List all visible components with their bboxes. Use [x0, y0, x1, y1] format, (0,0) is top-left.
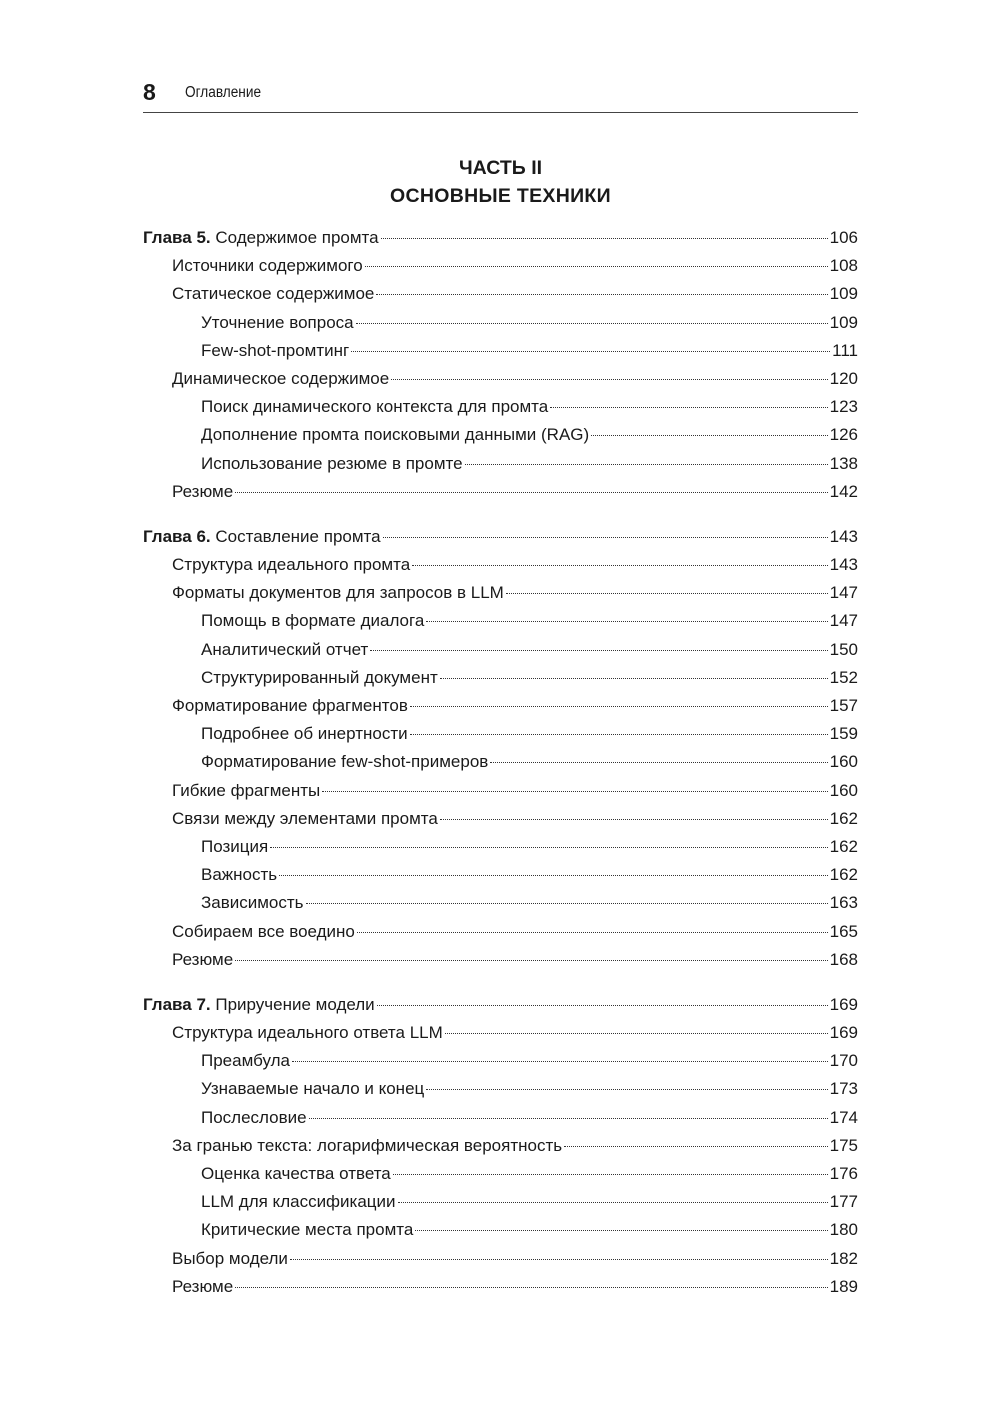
section-title-text: [172, 252, 363, 280]
toc-entry-section: [143, 1273, 858, 1301]
subsection-title: Позиция: [201, 836, 269, 856]
subsection-title: Критические места промта: [201, 1220, 414, 1240]
chapter-title: Содержимое промта: [215, 228, 379, 247]
section-title-text: [172, 280, 374, 308]
dot-leader: [465, 464, 828, 465]
dot-leader: [309, 1118, 828, 1119]
part-label: ЧАСТЬ II: [458, 157, 543, 179]
section-title-text: [172, 692, 408, 720]
subsection-title-text: [201, 720, 408, 748]
dot-leader: [550, 407, 827, 408]
dot-leader: [235, 960, 827, 961]
page-ref: 111: [832, 340, 858, 360]
subsection-title-text: [201, 1075, 424, 1103]
dot-leader: [440, 819, 828, 820]
subsection-title-text: [201, 889, 304, 917]
page-ref: 162: [829, 836, 858, 856]
section-title-text: [172, 1245, 288, 1273]
toc-entry-section: [143, 551, 858, 579]
toc-entry-section: [143, 777, 858, 805]
section-title-text: [172, 946, 233, 974]
chapter-label: Глава 6.: [143, 526, 211, 546]
subsection-title: Зависимость: [201, 893, 304, 913]
toc-entry-section: [143, 692, 858, 720]
subsection-title: Узнаваемые начало и конец: [201, 1079, 425, 1099]
page-ref: 109: [829, 284, 858, 304]
page-ref: 163: [829, 893, 858, 913]
dot-leader: [290, 1259, 828, 1260]
subsection-title-text: [201, 748, 488, 776]
page-ref: 165: [829, 921, 858, 941]
page-ref: 180: [829, 1220, 858, 1240]
page-ref: 160: [829, 752, 858, 772]
section-title: Резюме: [172, 949, 234, 969]
section-title-text: [172, 365, 389, 393]
toc-entry-subsection: [143, 861, 858, 889]
subsection-title-text: [201, 393, 548, 421]
page-ref: 109: [829, 312, 858, 332]
page-ref: 160: [829, 780, 858, 800]
page-ref: 143: [829, 555, 858, 575]
dot-leader: [365, 266, 828, 267]
dot-leader: [376, 294, 827, 295]
toc-entry-section: [143, 918, 858, 946]
toc-entry-subsection: [143, 889, 858, 917]
toc-entry-section: [143, 805, 858, 833]
dot-leader: [445, 1033, 828, 1034]
page-number: 8: [143, 79, 156, 105]
toc-entry-subsection: [143, 309, 858, 337]
subsection-title-text: [201, 607, 424, 635]
toc-entry-subsection: [143, 833, 858, 861]
toc-entry-subsection: [143, 664, 858, 692]
dot-leader: [270, 847, 827, 848]
section-title-text: [172, 579, 504, 607]
page-ref: 143: [829, 526, 858, 546]
subsection-title-text: [201, 1104, 307, 1132]
page-ref: 189: [829, 1276, 858, 1296]
dot-leader: [506, 593, 828, 594]
toc-entry-subsection: [143, 636, 858, 664]
page-ref: 173: [829, 1079, 858, 1099]
toc-entry-subsection: [143, 1188, 858, 1216]
toc-entry-subsection: [143, 1160, 858, 1188]
page-ref: 150: [829, 639, 858, 659]
dot-leader: [370, 650, 827, 651]
toc-entry-section: [143, 946, 858, 974]
subsection-title: Использование резюме в промте: [201, 453, 463, 473]
dot-leader: [356, 323, 828, 324]
dot-leader: [322, 791, 827, 792]
toc-entry-chapter: [143, 991, 858, 1019]
section-title: Резюме: [172, 481, 234, 501]
toc-entry-section: [143, 365, 858, 393]
table-of-contents: [143, 224, 858, 1301]
dot-leader: [351, 351, 830, 352]
section-title: Выбор модели: [172, 1248, 288, 1268]
section-title: Форматирование фрагментов: [172, 696, 408, 715]
page-ref: 147: [829, 583, 858, 603]
dot-leader: [426, 621, 827, 622]
page-ref: 123: [829, 397, 858, 417]
subsection-title-text: [201, 1160, 391, 1188]
part-title: ОСНОВНЫЕ ТЕХНИКИ: [390, 185, 611, 207]
page-ref: 106: [829, 228, 858, 247]
page-ref: 142: [829, 481, 858, 501]
page-ref: 182: [829, 1248, 858, 1268]
subsection-title: Few-shot-промтинг: [201, 340, 350, 360]
dot-leader: [426, 1089, 827, 1090]
section-title: Связи между элементами промта: [172, 808, 438, 828]
toc-entry-section: [143, 579, 858, 607]
dot-leader: [490, 762, 827, 763]
section-title-text: [172, 777, 320, 805]
page-ref: 108: [829, 256, 858, 276]
section-title: Собираем все воедино: [172, 921, 355, 941]
page-ref: 157: [829, 696, 858, 715]
dot-leader: [279, 875, 827, 876]
subsection-title-text: [201, 1047, 290, 1075]
dot-leader: [591, 435, 827, 436]
subsection-title: Помощь в формате диалога: [201, 611, 425, 631]
toc-entry-subsection: [143, 1216, 858, 1244]
dot-leader: [410, 734, 828, 735]
dot-leader: [410, 706, 828, 707]
section-title: Структура идеального промта: [172, 555, 411, 575]
toc-entry-subsection: [143, 1047, 858, 1075]
subsection-title: Форматирование few-shot-примеров: [201, 752, 489, 772]
section-title: Динамическое содержимое: [172, 368, 390, 388]
toc-entry-section: [143, 1245, 858, 1273]
subsection-title: Уточнение вопроса: [201, 312, 354, 332]
section-title: Гибкие фрагменты: [172, 780, 321, 800]
chapter-title: Составление промта: [215, 526, 381, 546]
subsection-title-text: [201, 309, 354, 337]
toc-entry-subsection: [143, 421, 858, 449]
dot-leader: [292, 1061, 828, 1062]
page-ref: 175: [829, 1135, 858, 1155]
section-title: Статическое содержимое: [172, 284, 375, 304]
toc-entry-subsection: [143, 450, 858, 478]
page-ref: 147: [829, 611, 858, 631]
dot-leader: [412, 565, 827, 566]
chapter-label: Глава 7.: [143, 994, 211, 1014]
page-ref: 126: [829, 425, 858, 445]
subsection-title: Важность: [201, 865, 278, 885]
toc-entry-chapter: [143, 523, 858, 551]
subsection-title-text: [201, 861, 277, 889]
subsection-title: Послесловие: [201, 1107, 307, 1127]
toc-entry-subsection: [143, 337, 858, 365]
dot-leader: [306, 903, 828, 904]
dot-leader: [440, 678, 828, 679]
dot-leader: [564, 1146, 828, 1147]
section-title-text: [172, 918, 355, 946]
subsection-title: Аналитический отчет: [201, 639, 369, 659]
toc-entry-subsection: [143, 1104, 858, 1132]
dot-leader: [235, 1287, 827, 1288]
section-title-text: [172, 551, 410, 579]
dot-leader: [381, 238, 828, 239]
subsection-title-text: [201, 833, 268, 861]
section-title-text: [172, 478, 233, 506]
dot-leader: [377, 1005, 828, 1006]
subsection-title-text: [201, 1188, 396, 1216]
toc-entry-subsection: [143, 393, 858, 421]
chapter-label: Глава 5.: [143, 228, 211, 247]
subsection-title: Оценка качества ответа: [201, 1164, 391, 1183]
section-title: За гранью текста: логарифмическая вероятность: [172, 1135, 563, 1155]
section-title: Форматы документов для запросов в LLM: [172, 583, 504, 603]
subsection-title-text: [201, 450, 463, 478]
chapter-title-text: [143, 523, 381, 551]
dot-leader: [391, 379, 827, 380]
toc-entry-section: [143, 1019, 858, 1047]
page-ref: 120: [829, 368, 858, 388]
page-ref: 176: [829, 1164, 858, 1183]
dot-leader: [383, 537, 828, 538]
page-ref: 168: [829, 949, 858, 969]
page-header: [143, 78, 858, 113]
page-ref: 138: [829, 453, 858, 473]
section-title-text: [172, 1273, 233, 1301]
section-title-text: [172, 805, 438, 833]
page-ref: 159: [829, 724, 858, 744]
page-ref: 162: [829, 865, 858, 885]
subsection-title-text: [201, 636, 368, 664]
toc-entry-section: [143, 1132, 858, 1160]
page-ref: 169: [829, 994, 858, 1014]
chapter-title: Приручение модели: [215, 994, 375, 1014]
subsection-title: LLM для классификации: [201, 1192, 396, 1212]
page-ref: 152: [829, 667, 858, 687]
subsection-title: Поиск динамического контекста для промта: [201, 397, 549, 417]
subsection-title: Преамбула: [201, 1051, 290, 1071]
section-title: Структура идеального ответа LLM: [172, 1023, 443, 1043]
page-ref: 174: [829, 1107, 858, 1127]
section-title: Источники содержимого: [172, 256, 363, 276]
subsection-title-text: [201, 664, 438, 692]
subsection-title: Структурированный документ: [201, 667, 438, 687]
dot-leader: [235, 492, 827, 493]
toc-entry-section: [143, 478, 858, 506]
running-head: Оглавление: [185, 84, 262, 101]
toc-entry-subsection: [143, 748, 858, 776]
section-title-text: [172, 1019, 443, 1047]
section-title-text: [172, 1132, 562, 1160]
subsection-title-text: [201, 1216, 413, 1244]
subsection-title: Дополнение промта поисковыми данными (RAG): [201, 425, 590, 445]
dot-leader: [393, 1174, 828, 1175]
page-ref: 170: [829, 1051, 858, 1071]
dot-leader: [415, 1230, 827, 1231]
toc-entry-section: [143, 252, 858, 280]
page-ref: 169: [829, 1023, 858, 1043]
toc-entry-section: [143, 280, 858, 308]
subsection-title: Подробнее об инертности: [201, 724, 408, 744]
dot-leader: [357, 932, 828, 933]
chapter-title-text: [143, 991, 375, 1019]
dot-leader: [398, 1202, 828, 1203]
toc-entry-subsection: [143, 720, 858, 748]
toc-entry-subsection: [143, 607, 858, 635]
toc-entry-subsection: [143, 1075, 858, 1103]
page-ref: 162: [829, 808, 858, 828]
page-ref: 177: [829, 1192, 858, 1212]
section-title: Резюме: [172, 1276, 234, 1296]
subsection-title-text: [201, 421, 589, 449]
subsection-title-text: [201, 337, 349, 365]
toc-entry-chapter: [143, 224, 858, 252]
chapter-title-text: [143, 224, 379, 252]
